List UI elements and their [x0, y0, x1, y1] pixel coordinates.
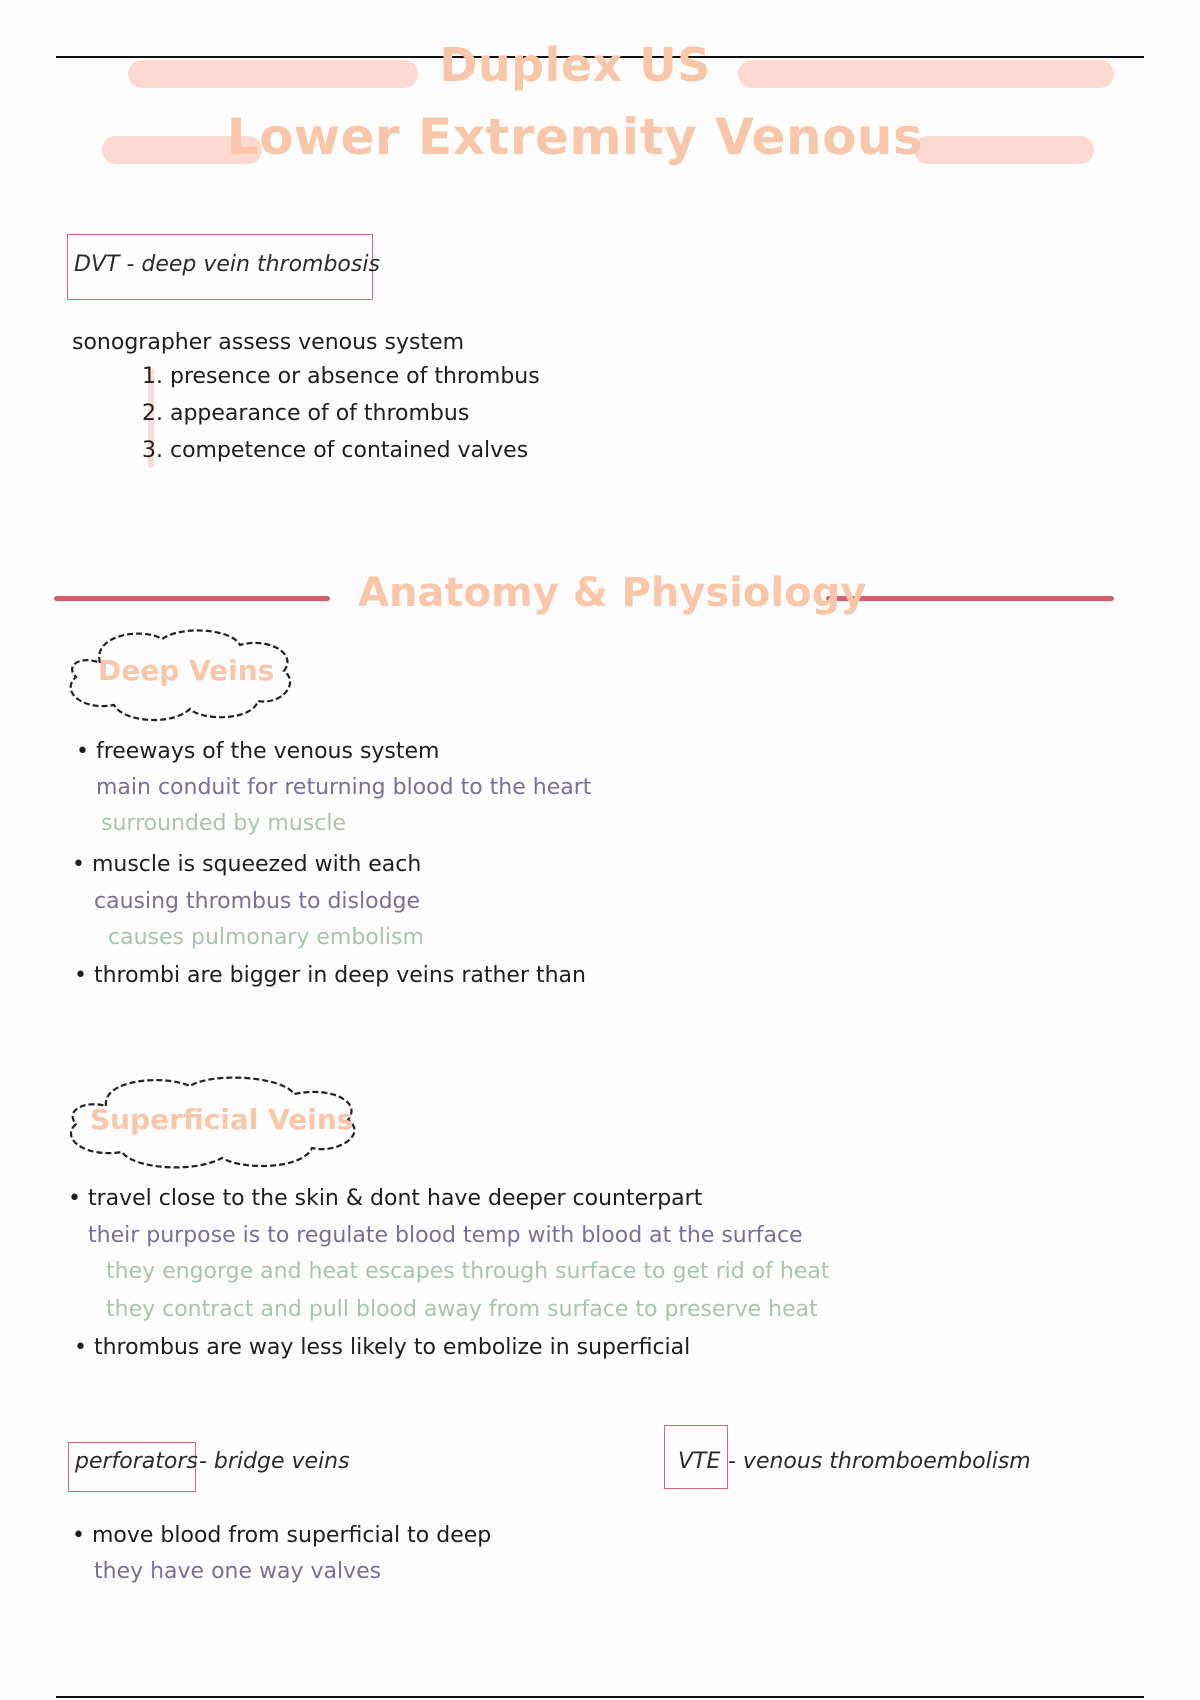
superficial-veins-line-5: • thrombus are way less likely to embolize in superficial — [74, 1335, 691, 1360]
page-title-line1: Duplex US — [439, 38, 711, 92]
page-title-line2: Lower Extremity Venous — [226, 108, 924, 166]
section-rule-left — [54, 596, 330, 601]
deep-veins-line-7: • thrombi are bigger in deep veins rather than — [74, 963, 586, 988]
superficial-veins-line-3: they engorge and heat escapes through surface to get rid of heat — [106, 1259, 830, 1284]
superficial-veins-line-4: they contract and pull blood away from surface to preserve heat — [106, 1297, 818, 1322]
superficial-veins-line-2: their purpose is to regulate blood temp with blood at the surface — [88, 1223, 803, 1248]
superficial-veins-line-1: • travel close to the skin & dont have deeper counterpart — [68, 1186, 703, 1211]
deep-veins-line-1: • freeways of the venous system — [76, 739, 440, 764]
deep-veins-line-4: • muscle is squeezed with each — [72, 852, 422, 877]
section-title-anatomy: Anatomy & Physiology — [358, 570, 867, 616]
bottom-rule — [56, 1696, 1144, 1698]
perforators-term: perforators — [75, 1449, 198, 1474]
perforators-line-1: • move blood from superficial to deep — [72, 1523, 492, 1548]
vte-definition: - venous thromboembolism — [728, 1449, 1031, 1474]
deep-veins-line-6: causes pulmonary embolism — [108, 925, 424, 950]
perforators-line-2: they have one way valves — [94, 1559, 382, 1584]
superficial-veins-heading: Superficial Veins — [90, 1103, 354, 1136]
deep-veins-line-5: causing thrombus to dislodge — [94, 889, 421, 914]
assess-item-1: 1. presence or absence of thrombus — [142, 364, 540, 389]
assess-intro: sonographer assess venous system — [72, 330, 465, 355]
deep-veins-line-2: main conduit for returning blood to the heart — [96, 775, 592, 800]
perforators-definition: - bridge veins — [199, 1449, 350, 1474]
section-rule-right — [826, 596, 1114, 601]
vte-term: VTE — [678, 1449, 721, 1474]
deep-veins-line-3: surrounded by muscle — [101, 811, 346, 836]
assess-item-2: 2. appearance of of thrombus — [142, 401, 470, 426]
assess-item-3: 3. competence of contained valves — [142, 438, 529, 463]
dvt-definition-box — [67, 234, 380, 300]
deep-veins-heading: Deep Veins — [98, 654, 275, 687]
dvt-definition-text: DVT - deep vein thrombosis — [74, 252, 380, 277]
